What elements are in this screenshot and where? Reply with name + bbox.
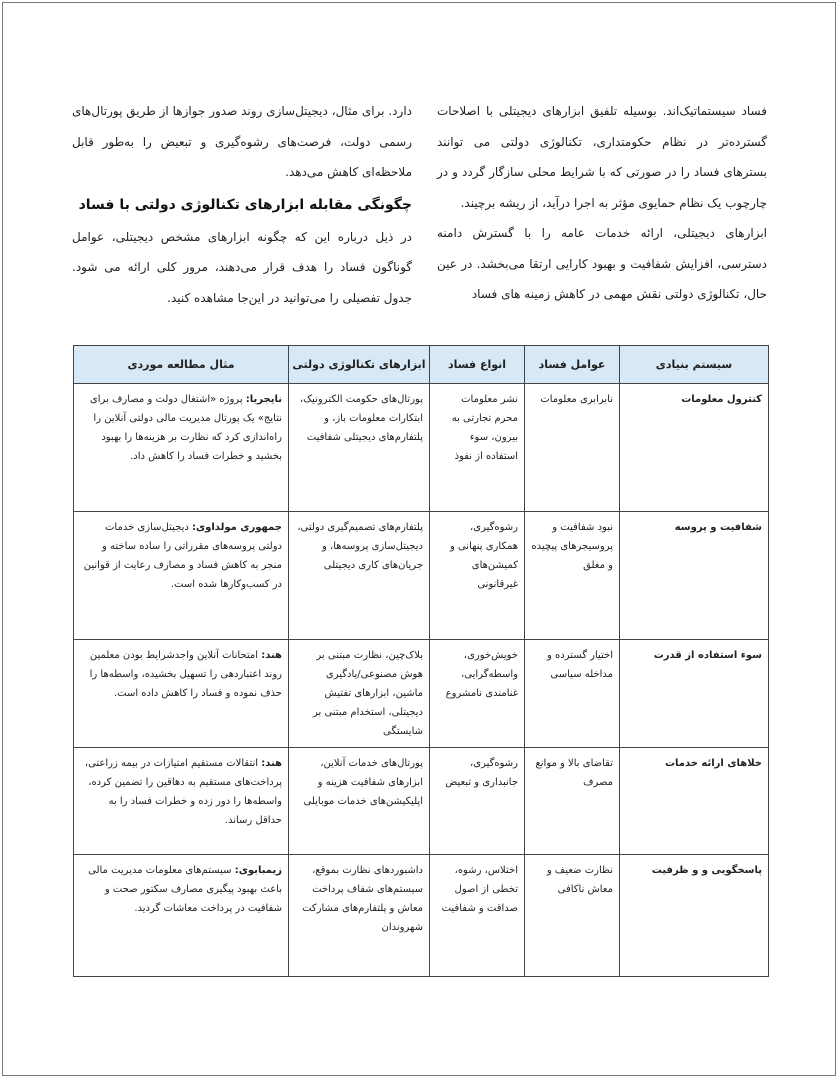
header-case: مثال مطالعه موردی (74, 346, 289, 384)
left-column (72, 96, 412, 313)
cell-case (74, 640, 289, 748)
cell-tools: پورتال‌های خدمات آنلاین، ابزارهای شفافیت هزینه و اپلیکیشن‌های خدمات موبایلی (289, 748, 430, 855)
paragraph: ابزارهای دیجیتلی، ارائه خدمات عامه را با گسترش دامنه دسترسی، افزایش شفافیت و بهبود کارایی ارتقا می‌بخشد. در عین حال، تکنالوژی دولتی نقش مهمی در کاهش زمینه های فساد (437, 226, 767, 301)
table-row (74, 384, 769, 512)
cell-tools: بلاک‌چین، نظارت مبتنی بر هوش مصنوعی/یادگیری ماشین، ابزارهای تفتیش دیجیتلی، استخدام مبتنی بر شایستگی (289, 640, 430, 748)
header-tools: ابزارهای تکنالوژی دولتی (289, 346, 430, 384)
header-system: سیستم بنیادی (620, 346, 769, 384)
case-country: زیمبابوی: (234, 865, 282, 876)
cell-factors: اختیار گسترده و مداخله سیاسی (525, 640, 620, 748)
cell-types: رشوه‌گیری، جانبداری و تبعیض (430, 748, 525, 855)
cell-factors: نابرابری معلومات (525, 384, 620, 512)
cell-types: رشوه‌گیری، همکاری پنهانی و کمیشن‌های غیرقانونی (430, 512, 525, 640)
header-factors: عوامل فساد (525, 346, 620, 384)
cell-types: نشر معلومات محرم تجارتی به بیرون، سوء استفاده از نفوذ (430, 384, 525, 512)
case-text: سیستم‌های معلومات مدیریت مالی باعث بهبود پیگیری مصارف سکتور صحت و شفافیت در پرداخت معاشات گردید. (88, 865, 282, 914)
cell-tools: پلتفارم‌های تصمیم‌گیری دولتی، دیجیتل‌سازی پروسه‌ها، و جریان‌های کاری دیجیتلی (289, 512, 430, 640)
cell-types: خویش‌خوری، واسطه‌گرایی، غنامندی نامشروع (430, 640, 525, 748)
cell-system: سوء استفاده از قدرت (620, 640, 769, 748)
right-column (437, 96, 767, 310)
table-row (74, 640, 769, 748)
cell-factors: نبود شفافیت و پروسیجرهای پیچیده و مغلق (525, 512, 620, 640)
cell-system: شفافیت و پروسه (620, 512, 769, 640)
table-row (74, 855, 769, 977)
paragraph: دارد. برای مثال، دیجیتل‌سازی روند صدور جوازها از طریق پورتال‌های رسمی دولت، فرصت‌های رشوه‌گیری و تبعیض را به‌طور قابل ملاحظه‌ای کاهش می‌دهد. (72, 104, 412, 179)
cell-tools: داشبوردهای نظارت بموقع، سیستم‌های شفاف پرداخت معاش و پلتفارم‌های مشارکت شهروندان (289, 855, 430, 977)
cell-types: اختلاس، رشوه، تخطی از اصول صداقت و شفافیت (430, 855, 525, 977)
paragraph: فساد سیستماتیک‌اند. بوسیله تلفیق ابزارهای دیجیتلی با اصلاحات گسترده‌تر در نظام حکومتداری، تکنالوژی دولتی می توانند بسترهای فساد را در صورتی که با شرایط محلی سازگار گردد و در چارچوب یک نظام حمایوی مؤثر به اجرا درآید، از ریشه برچیند. (437, 104, 767, 210)
cell-system: کنترول معلومات (620, 384, 769, 512)
table-row (74, 748, 769, 855)
section-heading: چگونگی مقابله ابزارهای تکنالوژی دولتی با فساد (78, 196, 412, 213)
case-text: پروژه «اشتغال دولت و مصارف برای نتایج» یک پورتال مدیریت مالی دولتی آنلاین را راه‌اندازی کرد که نظارت بر هزینه‌ها را بهبود بخشید و خطرات فساد را کاهش داد. (89, 394, 282, 462)
case-text: امتحانات آنلاین واجدشرایط بودن معلمین روند اعتباردهی را تسهیل بخشیده، واسطه‌ها را حذف نموده و فساد را کاهش داده است. (89, 650, 282, 699)
header-types: انواع فساد (430, 346, 525, 384)
cell-system: پاسخگویی و و ظرفیت (620, 855, 769, 977)
case-country: جمهوری مولداوی: (192, 522, 282, 533)
cell-case (74, 748, 289, 855)
table-header-row (74, 346, 769, 384)
cell-system: خلاهای ارائه خدمات (620, 748, 769, 855)
paragraph: در ذیل درباره این که چگونه ابزارهای مشخص دیجیتلی، عوامل گوناگون فساد را هدف قرار می‌دهند، مرور کلی ارائه می شود. جدول تفصیلی را می‌توانید در این‌جا مشاهده کنید. (72, 229, 412, 305)
case-country: نایجریا: (245, 394, 282, 405)
case-text: انتقالات مستقیم امتیازات در بیمه زراعتی، پرداخت‌های مستقیم به دهاقین را تضمین کرده، واسطه‌ها را دور زده و خطرات فساد را به حداقل رساند. (84, 758, 282, 826)
cell-case (74, 384, 289, 512)
case-text: دیجیتل‌سازی خدمات دولتی پروسه‌های مقرراتی را ساده ساخته و منجر به کاهش فساد و مصارف رعایت از قوانین در کسب‌وکارها شده است. (83, 522, 282, 590)
table-row (74, 512, 769, 640)
case-country: هند: (261, 650, 282, 661)
cell-case (74, 855, 289, 977)
cell-factors: تقاضای بالا و موانع مصرف (525, 748, 620, 855)
cell-case (74, 512, 289, 640)
case-country: هند: (261, 758, 282, 769)
cell-tools: پورتال‌های حکومت الکترونیک، ابتکارات معلومات باز، و پلتفارم‌های دیجیتلی شفافیت (289, 384, 430, 512)
cell-factors: نظارت ضعیف و معاش ناکافی (525, 855, 620, 977)
corruption-tools-table (73, 345, 769, 977)
